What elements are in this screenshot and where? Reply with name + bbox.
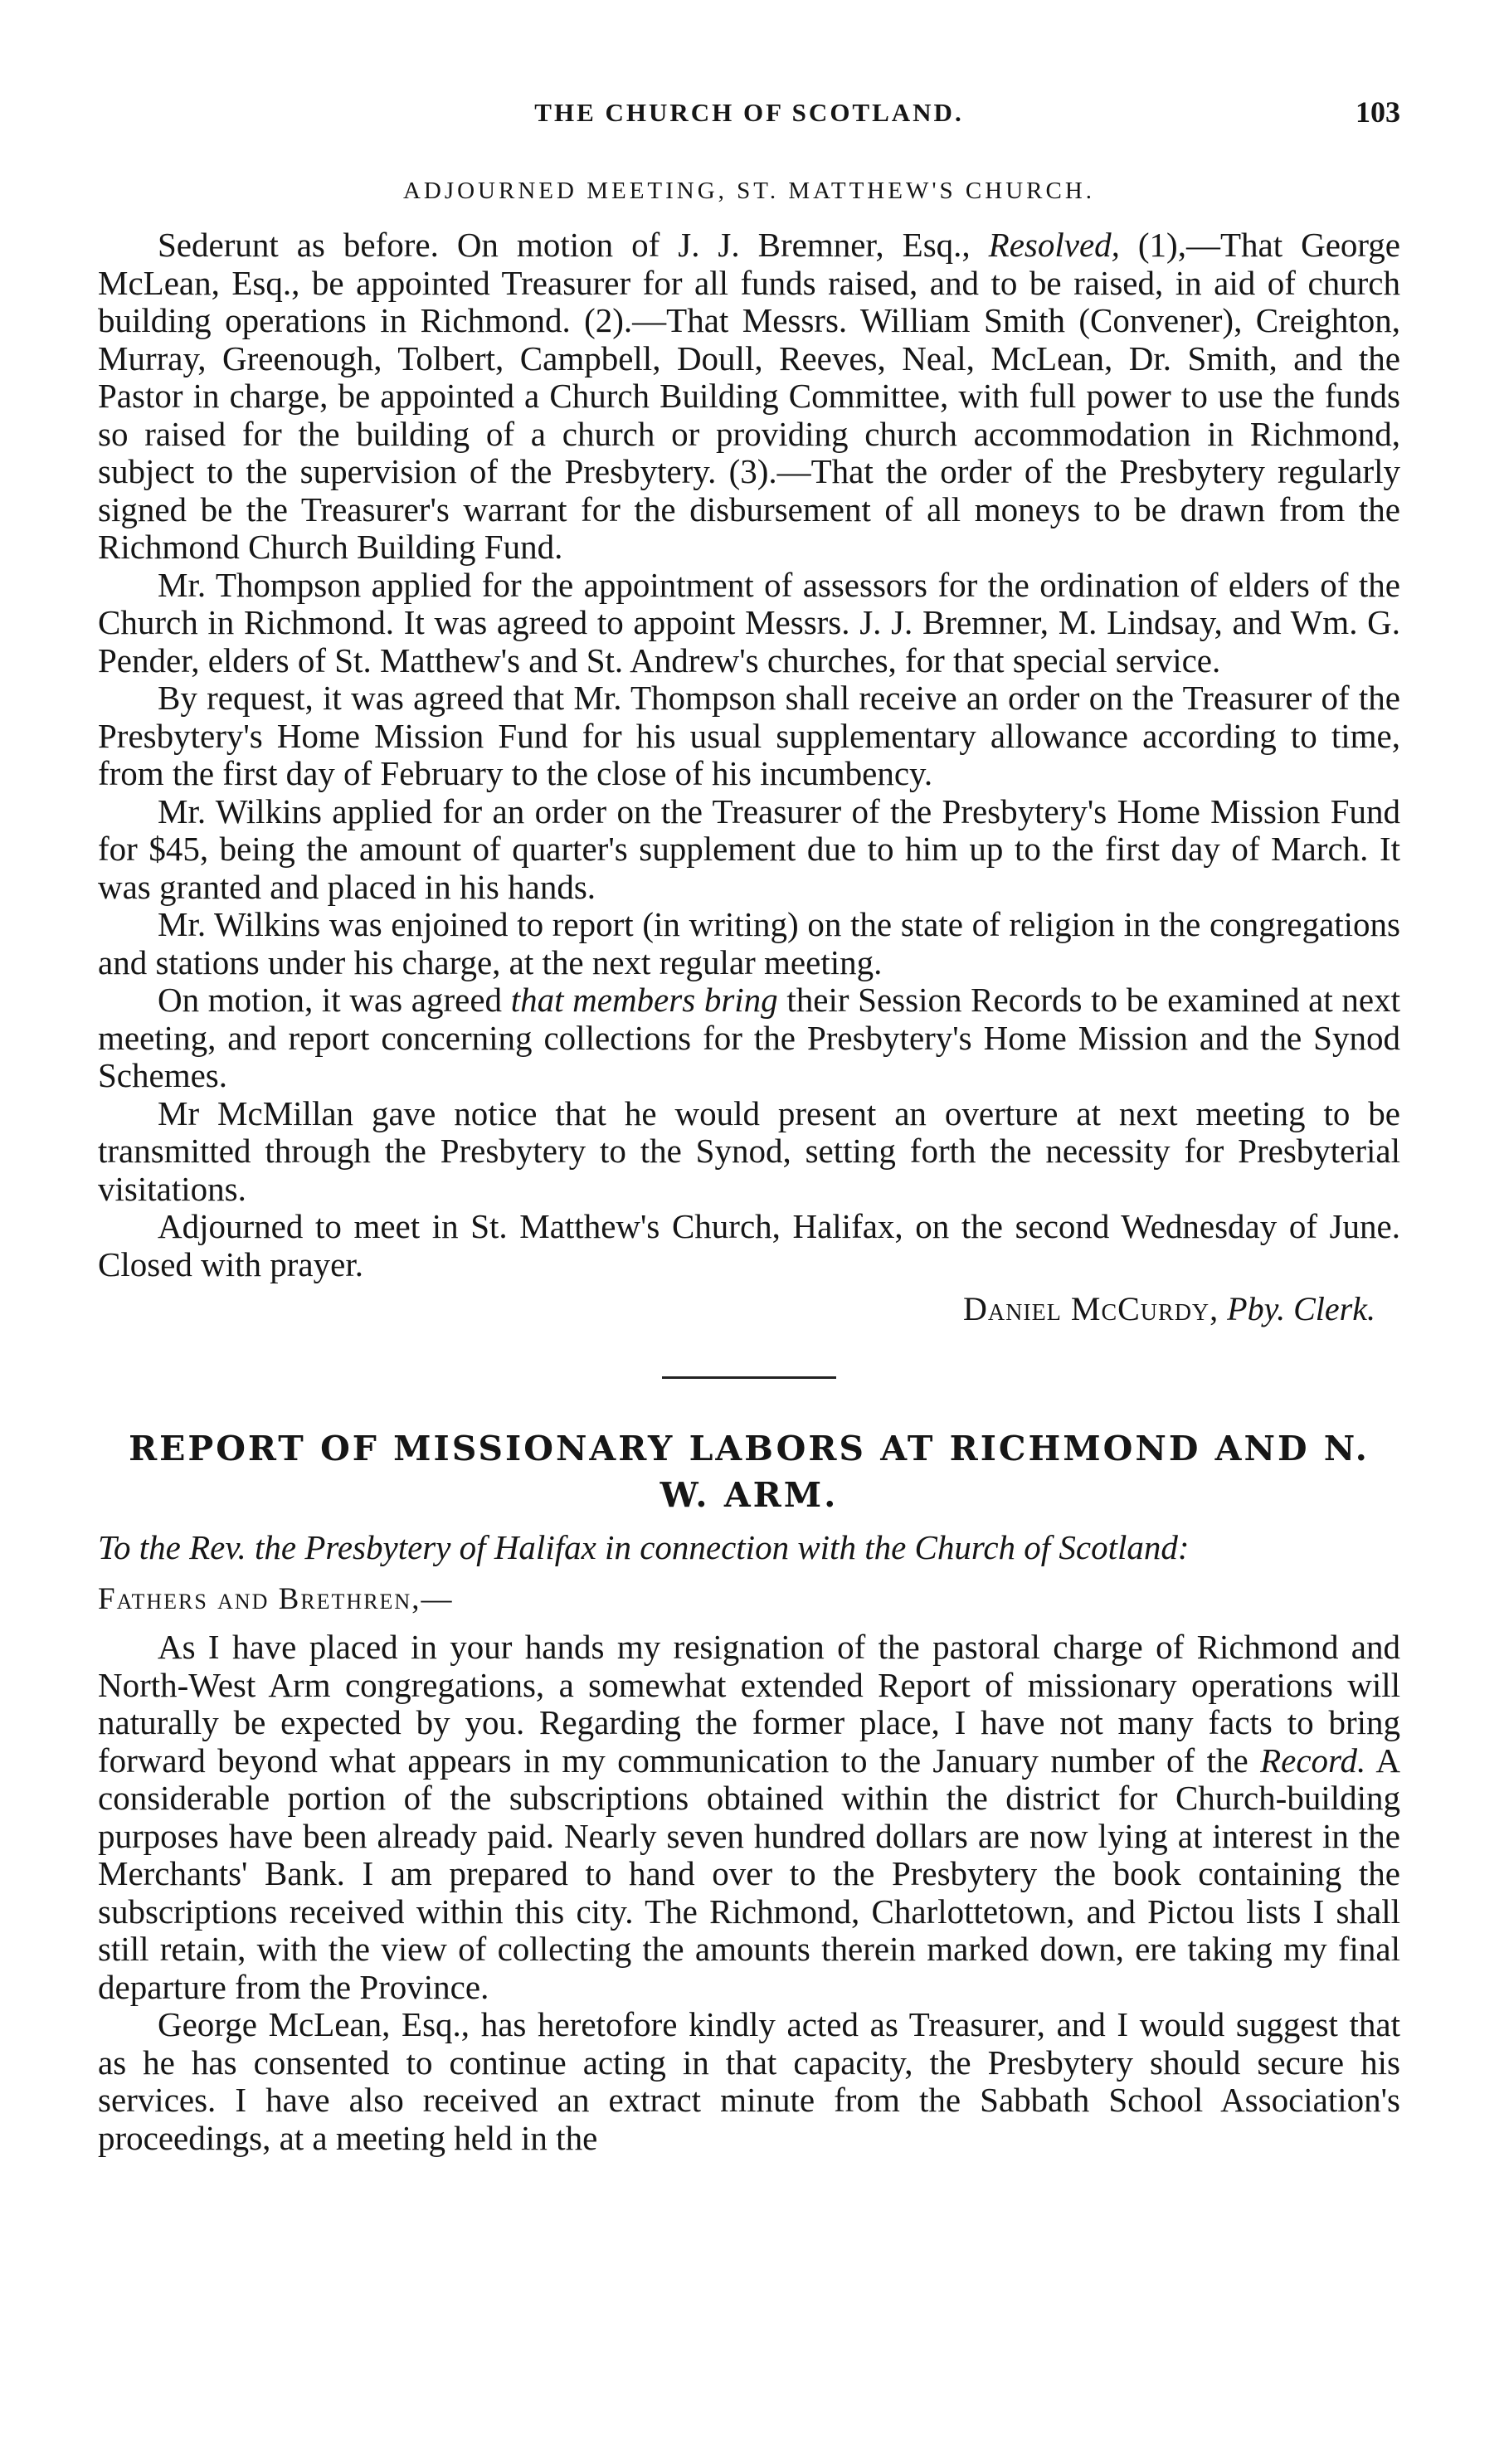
report-paragraph-treasurer: George McLean, Esq., has heretofore kindly acted as Treasurer, and I would suggest that as he has consented to continue acting in that capacity, the Presbytery should secure his services. I have also received an extract minute from the Sabbath School Association's proceedings, at a meeting held in the <box>98 2005 1400 2157</box>
text-run: (1),—That George McLean, Esq., be appointed Treasurer for all funds raised, and to be raised, in aid of church building operations in Richmond. (2).—That Messrs. William Smith (Convener), Creighton, Murray, Greenough, Tolbert, Campbell, Doull, Reeves, Neal, McLean, Dr. Smith, and the Pastor in charge, be appointed a Church Building Committee, with full power to use the funds so raised for the building of a church or providing church accommodation in Richmond, subject to the supervision of the Presbytery. (3).—That the order of the Presbytery regularly signed be the Treasurer's warrant for the disbursement of all moneys to be drawn from the Richmond Church Building Fund. <box>98 226 1400 566</box>
clerk-signature <box>98 1290 1375 1328</box>
page-number: 103 <box>1356 95 1400 129</box>
document-page <box>98 95 1400 2157</box>
minutes-paragraph-session-records <box>98 981 1400 1095</box>
report-salutation: Fathers and Brethren,— <box>98 1582 454 1616</box>
text-run: their Session Records to be examined at next meeting, and report concerning collections for the Presbytery's Home Mission and the Synod Schemes. <box>98 981 1400 1094</box>
minutes-paragraph-adjourned: Adjourned to meet in St. Matthew's Church, Halifax, on the second Wednesday of June. Closed with prayer. <box>98 1207 1400 1283</box>
minutes-paragraph-assessors: Mr. Thompson applied for the appointment of assessors for the ordination of elders of the Church in Richmond. It was agreed to appoint Messrs. J. J. Bremner, M. Lindsay, and Wm. G. Pender, elders of St. Matthew's and St. Andrew's churches, for that special service. <box>98 565 1400 679</box>
minutes-paragraph-overture: Mr McMillan gave notice that he would present an overture at next meeting to be transmitted through the Presbytery to the Synod, setting forth the necessity for Presbyterial visitations. <box>98 1093 1400 1208</box>
minutes-paragraph-thompson-order: By request, it was agreed that Mr. Thompson shall receive an order on the Treasurer of the Presbytery's Home Mission Fund for his usual supplementary allowance according to time, from the first day of February to the close of his incumbency. <box>98 679 1400 792</box>
section-divider <box>662 1376 836 1379</box>
text-run: Sederunt as before. On motion of J. J. Bremner, Esq., <box>158 226 989 264</box>
resolved-word: Resolved, <box>988 226 1120 264</box>
text-run: On motion, it was agreed <box>158 981 511 1019</box>
text-run: As I have placed in your hands my resignation of the pastoral charge of Richmond and North-West Arm congregations, a somewhat extended Report of missionary operations will naturally be expected by you. Regarding the former place, I have not many facts to bring forward beyond what appears in my communication to the January number of the <box>98 1628 1400 1780</box>
clerk-name: Daniel McCurdy, <box>963 1290 1219 1327</box>
report-title: REPORT OF MISSIONARY LABORS AT RICHMOND AND N. W. ARM. <box>129 1429 1370 1515</box>
italic-phrase: that members bring <box>510 981 778 1019</box>
report-paragraph-resignation <box>98 1629 1400 2006</box>
minutes-paragraph-wilkins-report: Mr. Wilkins was enjoined to report (in writing) on the state of religion in the congregations and stations under his charge, at the next regular meeting. <box>98 905 1400 981</box>
running-header <box>98 95 1400 156</box>
running-title: THE CHURCH OF SCOTLAND. <box>534 98 964 127</box>
minutes-paragraph-wilkins-order: Mr. Wilkins applied for an order on the Treasurer of the Presbytery's Home Mission Fund for $45, being the amount of quarter's supplement due to him up to the first day of March. It was granted and placed in his hands. <box>98 791 1400 906</box>
record-word: Record. <box>1260 1741 1366 1780</box>
minutes-heading: ADJOURNED MEETING, ST. MATTHEW'S CHURCH. <box>402 178 1096 204</box>
report-address: To the Rev. the Presbytery of Halifax in connection with the Church of Scotland: <box>98 1528 1190 1566</box>
text-run: A considerable portion of the subscriptions obtained within the district for Church-building purposes have been already paid. Nearly seven hundred dollars are now lying at interest in the Merchants' Bank. I am prepared to hand over to the Presbytery the book containing the subscriptions received within this city. The Richmond, Charlottetown, and Pictou lists I shall still retain, with the view of collecting the amounts therein marked down, ere taking my final departure from the Province. <box>98 1741 1400 2006</box>
minutes-paragraph-sederunt <box>98 226 1400 567</box>
clerk-title: Pby. Clerk. <box>1227 1290 1375 1327</box>
